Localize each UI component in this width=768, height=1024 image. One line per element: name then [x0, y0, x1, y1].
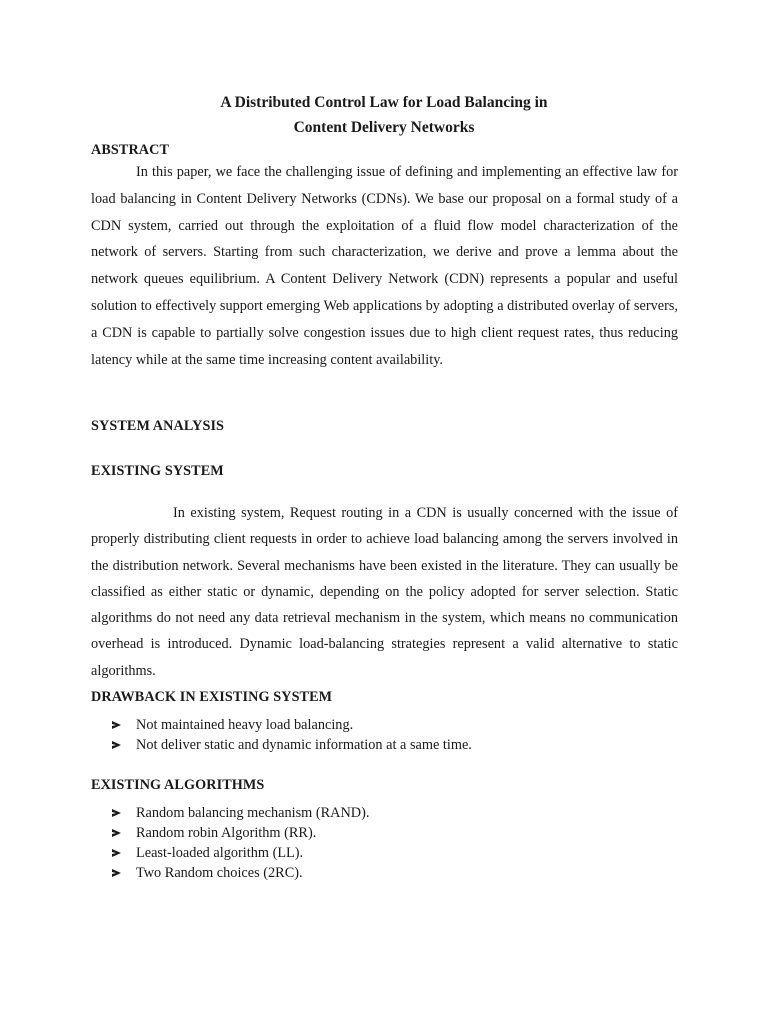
drawback-list — [112, 715, 472, 755]
document-title-line-2: Content Delivery Networks — [293, 119, 475, 136]
list-item-text: Not maintained heavy load balancing. — [136, 717, 354, 733]
existing-system-paragraph: In existing system, Request routing in a CDN is usually concerned with the issue of properly distributing client requests in order to achieve load balancing among the servers involved in the distribution network. Several mechanisms have been existed in the literature. They can usually be classified as either static or dynamic, depending on the policy adopted for server selection. Static algorithms do not need any data retrieval mechanism in the system, which means no communication overhead is introduced. Dynamic load-balancing strategies represent a valid alternative to static algorithms. — [91, 505, 678, 679]
arrow-bullet-icon — [112, 741, 121, 749]
drawback-heading: DRAWBACK IN EXISTING SYSTEM — [91, 689, 333, 705]
list-item — [112, 823, 369, 843]
system-analysis-heading: SYSTEM ANALYSIS — [91, 418, 225, 434]
list-item-text: Random robin Algorithm (RR). — [136, 825, 317, 841]
list-item — [112, 735, 472, 755]
list-item-text: Least-loaded algorithm (LL). — [136, 845, 304, 861]
list-item-text: Random balancing mechanism (RAND). — [136, 805, 370, 821]
arrow-bullet-icon — [112, 869, 121, 877]
algorithms-list — [112, 803, 369, 883]
list-item — [112, 863, 369, 883]
list-item-text: Not deliver static and dynamic information at a same time. — [136, 737, 472, 753]
list-item — [112, 843, 369, 863]
list-item — [112, 803, 369, 823]
abstract-heading: ABSTRACT — [91, 142, 170, 158]
existing-algorithms-heading: EXISTING ALGORITHMS — [91, 777, 265, 793]
arrow-bullet-icon — [112, 829, 121, 837]
abstract-paragraph: In this paper, we face the challenging issue of defining and implementing an effective law for load balancing in Content Delivery Networks (CDNs). We base our proposal on a formal study of a CDN system, carried out through the exploitation of a fluid flow model characterization of the network of servers. Starting from such characterization, we derive and prove a lemma about the network queues equilibrium. A Content Delivery Network (CDN) represents a popular and useful solution to effectively support emerging Web applications by adopting a distributed overlay of servers, a CDN is capable to partially solve congestion issues due to high client request rates, thus reducing latency while at the same time increasing content availability. — [91, 164, 678, 368]
existing-system-heading: EXISTING SYSTEM — [91, 463, 224, 479]
list-item-text: Two Random choices (2RC). — [136, 865, 303, 881]
document-title-line-1: A Distributed Control Law for Load Balancing in — [220, 94, 548, 111]
arrow-bullet-icon — [112, 809, 121, 817]
arrow-bullet-icon — [112, 849, 121, 857]
arrow-bullet-icon — [112, 721, 121, 729]
list-item — [112, 715, 472, 735]
